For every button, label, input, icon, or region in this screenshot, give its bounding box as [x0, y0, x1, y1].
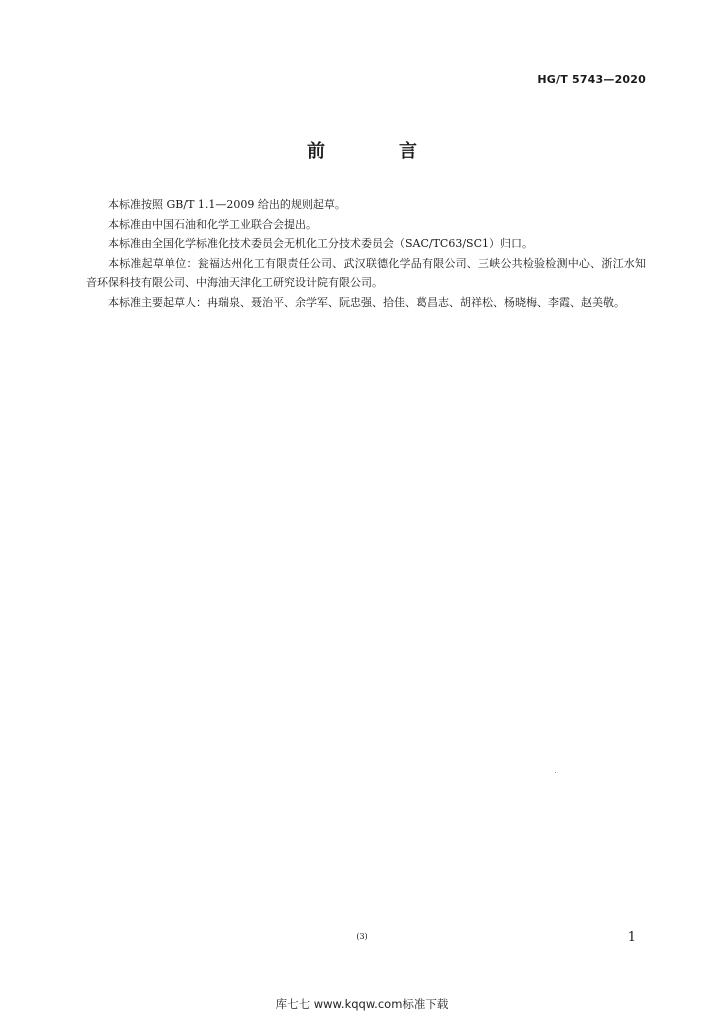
- folio-mark: (3): [356, 932, 368, 941]
- preface-title: 前 言: [307, 141, 445, 162]
- paragraph-drafting-rules: 本标准按照 GB/T 1.1—2009 给出的规则起草。: [108, 198, 346, 211]
- page-number: 1: [627, 930, 636, 945]
- scan-speck: [555, 772, 556, 773]
- download-watermark: 库七七 www.kqqw.com标准下载: [275, 997, 449, 1011]
- paragraph-drafting-units: 本标准起草单位：瓮福达州化工有限责任公司、武汉联德化学品有限公司、三峡公共检验检测中心、浙江水知音环保科技有限公司、中海油天津化工研究设计院有限公司。: [86, 256, 646, 289]
- preface-body: [86, 195, 646, 312]
- paragraph-main-drafters: 本标准主要起草人：冉瑞泉、聂治平、余学军、阮忠强、拾佳、葛昌志、胡祥松、杨晓梅、李霞、赵美敬。: [108, 295, 625, 309]
- paragraph-administrator: 本标准由全国化学标准化技术委员会无机化工分技术委员会（SAC/TC63/SC1）归口。: [108, 237, 534, 250]
- standard-code: HG/T 5743—2020: [537, 73, 646, 86]
- paragraph-proposer: 本标准由中国石油和化学工业联合会提出。: [108, 217, 317, 231]
